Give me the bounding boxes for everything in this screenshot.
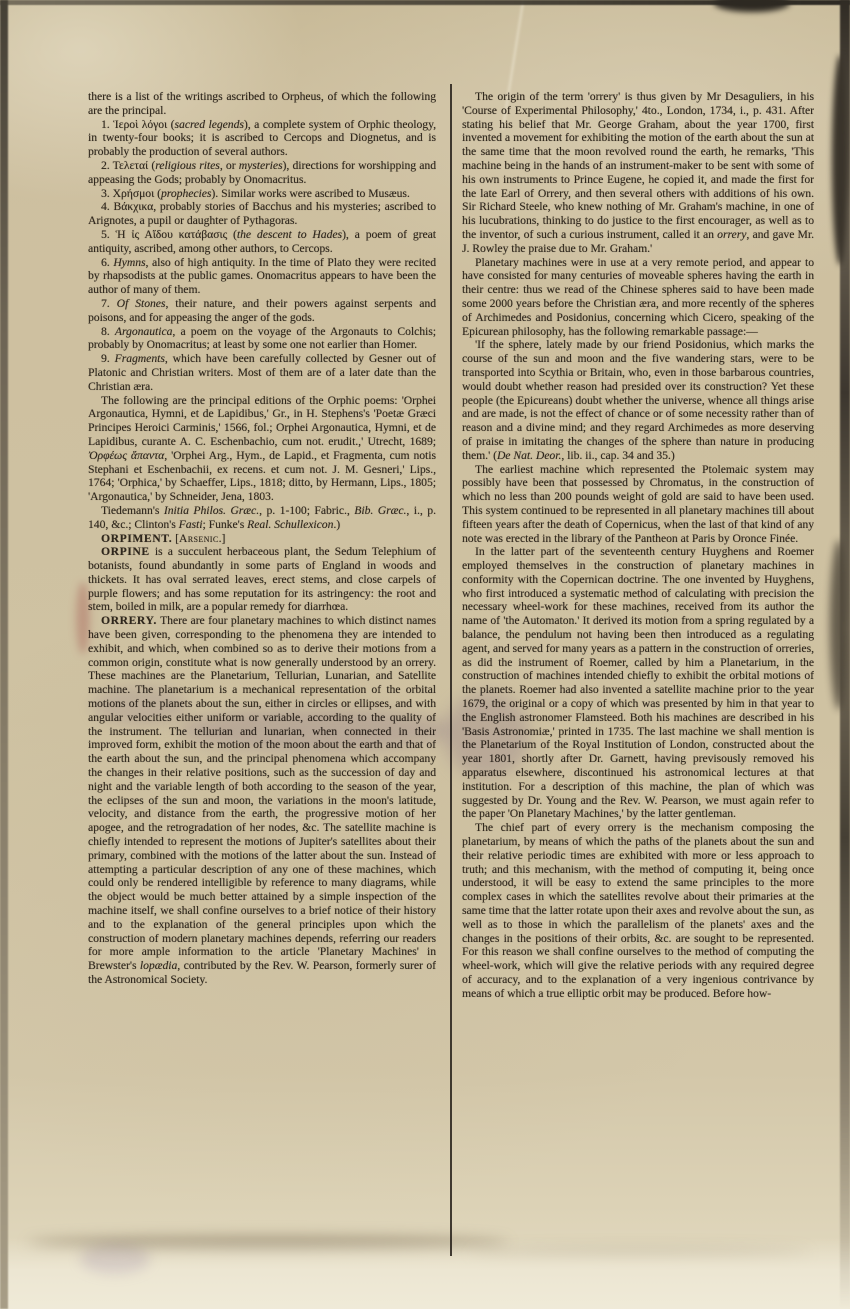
paragraph bbox=[462, 463, 814, 546]
paragraph bbox=[88, 159, 436, 187]
text-segment: lopædia bbox=[139, 959, 178, 973]
text-segment: There are four planetary machines to which distinct names have been given, corresponding to the phenomena they are intended to exhibit, and which, when combined so as to derive their motions from a common origin, constitute what is now generally understood by an orrery. These machines are the Planetarium, Tellurian, Lunarian, and Satellite machine. The planetarium is a mechanical representation of the orbital motions of the planets about the sun, either in circles or ellipses, and with angular velocities either uniform or variable, according to the quality of the instrument. The tellurian and lunarian, when connected in their improved form, exhibit the motion of the moon about the earth and that of the earth about the sun, and the principal phenomena which accompany the changes in their relative positions, such as the succession of day and night and the variable length of both according to the season of the year, the eclipses of the sun and moon, the variations in the moon's latitude, velocity, and distance from the earth, the progressive motion of her apogee, and the retrogradation of her nodes, &c. The satellite machine is chiefly intended to represent the motions of Jupiter's satellites about their primary, combined with the motions of the latter about the sun. Instead of attempting a particular description of any one of these machines, which could only be rendered intelligible by reference to many diagrams, while the object would be much better attained by a simple inspection of the machine itself, we shall confine ourselves to a brief notice of their history and to the explanation of the general principles upon which the construction of modern planetary machines depends, referring our readers for more ample information to the article 'Planetary Machines' in Brewster's bbox=[88, 614, 436, 973]
edge-blotch bbox=[714, 0, 790, 12]
text-segment: Ὀρφέως ἅπαντα bbox=[88, 448, 165, 462]
text-segment: ), directions for worshipping and appeasing the Gods; probably by Onomacritus. bbox=[88, 158, 436, 186]
text-segment: mysteries bbox=[238, 158, 283, 172]
text-segment: is a succulent herbaceous plant, the Sedum Telephium of botanists, found abundantly in some parts of England in woods and thickets. It has oval serrated leaves, erect stems, and close carpels of purple flowers; and has some reputation for its astringency: the root and stem, boiled in milk, are a popular remedy for diarrhœa. bbox=[88, 545, 436, 614]
text-segment: Initia Philos. Græc. bbox=[163, 503, 260, 517]
edge-blotch bbox=[830, 540, 848, 710]
left-column bbox=[88, 90, 436, 1258]
column-divider bbox=[450, 84, 452, 1256]
paragraph bbox=[462, 821, 814, 1000]
text-segment: , and gave Mr. J. Rowley the praise due to Mr. Graham.' bbox=[462, 227, 814, 255]
text-segment: , lib. ii., cap. 34 and 35.) bbox=[561, 448, 675, 462]
paragraph bbox=[88, 187, 436, 201]
paragraph bbox=[88, 256, 436, 297]
text-segment: 'If the sphere, lately made by our friend Posidonius, which marks the course of the sun and moon and the five wandering stars, were to be transported into Scythia or Britain, who, even in those barbarous countries, would doubt whether reason had presided over its construction? Yet these people (the Epicureans) doubt whether the universe, whence all things arise and are made, is not the effect of chance or of some necessity rather than of reason and a divine mind; and they regard Archimedes as more deserving of praise in imitating the changes of the sphere than nature in producing them.' ( bbox=[462, 338, 814, 462]
text-segment: orrery bbox=[717, 227, 747, 241]
text-segment: Real. Schullexicon bbox=[247, 517, 334, 531]
text-segment: 3. Χρήσμοι ( bbox=[101, 186, 161, 200]
entry-headword: ORRERY. bbox=[101, 614, 157, 628]
text-segment: Hymns bbox=[113, 255, 146, 269]
text-segment: ). Similar works were ascribed to Musæus. bbox=[211, 186, 410, 200]
text-segment: The origin of the term 'orrery' is thus given by Mr Desaguliers, in his 'Course of Experimental Philosophy,' 4to., London, 1734, i., p. 431. After stating his belief that Mr. George Graham, about the year 1700, first invented a movement for exhibiting the motion of the earth about the sun at the same time that the moon revolved round the earth, he remarks, 'This machine being in the hands of an instrument-maker to be sent with some of his own instruments to Prince Eugene, he copied it, and made the first for the late Earl of Orrery, and then several others with additions of his own. Sir Richard Steele, who knew nothing of Mr. Graham's machine, in one of his lucubrations, thinking to do justice to the first encourager, as well as to the inventor, of such a curious instrument, called it an bbox=[462, 90, 814, 241]
text-segment: religious rites bbox=[155, 158, 220, 172]
text-segment: The chief part of every orrery is the mechanism composing the planetarium, by means of which the paths of the planets about the sun and their relative periodic times are exhibited with more or less approach to truth; and this mechanism, with the method of computing it, being once understood, it will be easy to extend the same principles to the more complex cases in which the satellites revolve about their primaries at the same time that the latter rotate upon their axes and revolve about the sun, as well as to those in which the parallelism of the planets' axes and the changes in the positions of their orbits, &c. are sought to be represented. For this reason we shall confine ourselves to the method of computing the wheel-work, which will give the relative periods with any required degree of accuracy, and to the explanation of a very ingenious contrivance by means of which a true elliptic orbit may be produced. Before how- bbox=[462, 821, 814, 1000]
text-segment: 6. bbox=[101, 255, 114, 269]
text-segment: Fasti bbox=[178, 517, 203, 531]
text-segment: , i., p. 140, &c.; Clinton's bbox=[88, 503, 436, 531]
paragraph bbox=[88, 297, 436, 325]
text-segment: ), a poem of great antiquity, ascribed, among other authors, to Cercops. bbox=[88, 227, 436, 255]
text-segment: Arsenic bbox=[178, 531, 219, 545]
text-segment: The following are the principal editions of the Orphic poems: 'Orphei Argonautica, Hymni, et de Lapidibus,' Gr., in H. Stephens's 'Poetæ Græci Principes Heroici Carminis,' 1566, fol.; Orphei Argonautica, Hymni, et de Lapidibus, curante A. C. Eschenbachio, cum not. erudit.,' Utrecht, 1689; bbox=[88, 393, 436, 448]
paragraph bbox=[88, 90, 436, 118]
text-segment: 1. Ἱεροὶ λόγοι ( bbox=[101, 117, 175, 131]
text-segment: In the latter part of the seventeenth century Huyghens and Roemer employed themselves in the construction of planetary machines in conformity with the Copernican doctrine. The one invented by Huyghens, who first introduced a systematic method of calculating with precision the necessary wheel-work for these machines, received from its author the name of 'the Automaton.' It derived its motion from a spring regulated by a balance, the pendulum not having been then introduced as a regulating agent, and served for many years as a pattern in the construction of orreries, as did the instrument of Roemer, called by him a Planetarium, in the construction of machines intended chiefly to exhibit the orbital motions of the planets. Roemer had also invented a satellite machine prior to the year 1679, the original or a copy of which was presented by him in that year to the English astronomer Flamsteed. Both his machines are described in his 'Basis Astronomiæ,' printed in 1735. The last machine we shall mention is the Planetarium of the Royal Institution of London, constructed about the year 1801, shortly after Dr. Garnett, having previsously removed his apparatus elsewhere, discontinued his astronomical lectures at that institution. For a description of this machine, the plan of which was suggested by Dr. Young and the Rev. W. Pearson, we must again refer to the paper 'On Planetary Machines,' by the latter gentleman. bbox=[462, 545, 814, 821]
text-segment: sacred legends bbox=[174, 117, 244, 131]
paragraph bbox=[88, 118, 436, 159]
edge-blotch bbox=[832, 55, 848, 265]
ink-stain bbox=[92, 686, 188, 726]
right-column bbox=[462, 90, 814, 1268]
text-segment: Argonautica bbox=[114, 324, 173, 338]
text-segment: the descent to Hades bbox=[236, 227, 343, 241]
paragraph bbox=[462, 90, 814, 256]
paragraph bbox=[88, 200, 436, 228]
ink-stain bbox=[444, 692, 530, 778]
text-segment: , or bbox=[219, 158, 239, 172]
ink-stain bbox=[178, 708, 450, 752]
text-segment: 4. Βάκχικα, probably stories of Bacchus and his mysteries; ascribed to Arignotes, a pupil or daughter of Pythagoras. bbox=[88, 200, 436, 228]
text-segment: Of Stones bbox=[116, 296, 166, 310]
text-segment: prophecies bbox=[160, 186, 212, 200]
paragraph bbox=[88, 352, 436, 393]
text-segment: , which have been carefully collected by Gesner out of Platonic and Christian writers. Most of them are of a later date than the Christian æra. bbox=[88, 352, 436, 393]
entry-paragraph bbox=[88, 532, 436, 546]
entry-headword: ORPINE bbox=[101, 545, 150, 559]
text-segment: ; Funke's bbox=[202, 517, 248, 531]
paragraph bbox=[462, 256, 814, 339]
text-segment: De Nat. Deor. bbox=[496, 448, 562, 462]
text-segment: The earliest machine which represented the Ptolemaic system may possibly have been that possessed by Chromatus, in the construction of which no less than 200 pounds weight of gold are said to have been used. This system continued to be represented in all planetary machines till about fifteen years after the death of Copernicus, when the last of that kind of any note was erected in the library of the Pantheon at Paris by Oronce Finée. bbox=[462, 462, 814, 545]
text-segment: 2. Τελεταί ( bbox=[101, 158, 156, 172]
text-segment: 7. bbox=[101, 296, 117, 310]
text-segment: ), a complete system of Orphic theology, in twenty-four books; it is ascribed to Cercops and Diognetus, and is probably the production of several authors. bbox=[88, 117, 436, 159]
text-segment: Tiedemann's bbox=[101, 503, 164, 517]
red-mark bbox=[76, 582, 90, 654]
text-segment: .) bbox=[333, 517, 341, 531]
text-segment: .] bbox=[218, 531, 226, 545]
text-segment: Fragments bbox=[114, 352, 165, 366]
text-segment: 5. Ἡ ἰς Αἴδου κατάβασις ( bbox=[101, 227, 237, 241]
text-segment: , a poem on the voyage of the Argonauts to Colchis; probably by Onomacritus; at least by some one not earlier than Homer. bbox=[88, 324, 436, 352]
entry-headword: ORPIMENT. bbox=[101, 531, 173, 545]
text-segment: , 'Orphei Arg., Hym., de Lapid., et Fragmenta, cum notis Stephani et Eschenbachii, ex recens. et cum not. J. M. Gesneri,' Lips., 1764; 'Orphica,' by Schaeffer, Lips., 1818; ditto, by Hermann, Lips., 1805; 'Argonautica,' by Schneider, Jena, 1803. bbox=[88, 448, 436, 504]
text-segment: , contributed by the Rev. W. Pearson, formerly surer of the Astronomical Society. bbox=[88, 959, 436, 986]
entry-paragraph bbox=[88, 614, 436, 987]
text-segment: Bib. Græc. bbox=[354, 503, 407, 517]
text-segment: there is a list of the writings ascribed to Orpheus, of which the following are the principal. bbox=[88, 90, 436, 117]
paragraph bbox=[462, 338, 814, 462]
text-segment: , also of high antiquity. In the time of Plato they were recited by rhapsodists at the public games. Onomacritus appears to have been the author of many of them. bbox=[88, 255, 436, 297]
page-edge-left bbox=[0, 0, 8, 1309]
paragraph bbox=[462, 545, 814, 821]
text-segment: Planetary machines were in use at a very remote period, and appear to have consisted for many centuries of moveable spheres having the earth in their centre: thus we read of the Chinese spheres said to have been made some 2000 years before the Christian æra, and more recently of the spheres of Archimedes and Posidonius, concerning which Cicero, speaking of the Epicurean philosophy, has the following remarkable passage:— bbox=[462, 255, 814, 338]
paragraph bbox=[88, 228, 436, 256]
text-segment: , p. 1-100; Fabric., bbox=[259, 503, 355, 517]
paragraph bbox=[88, 394, 436, 504]
text-segment: 9. bbox=[101, 352, 115, 366]
entry-paragraph bbox=[88, 545, 436, 614]
paragraph bbox=[88, 325, 436, 353]
text-segment: , their nature, and their powers against serpents and poisons, and for appeasing the anger of the gods. bbox=[88, 296, 436, 324]
text-segment: 8. bbox=[101, 324, 115, 338]
ink-stain bbox=[80, 1244, 150, 1274]
paragraph bbox=[88, 504, 436, 532]
text-segment: [ bbox=[172, 531, 179, 545]
